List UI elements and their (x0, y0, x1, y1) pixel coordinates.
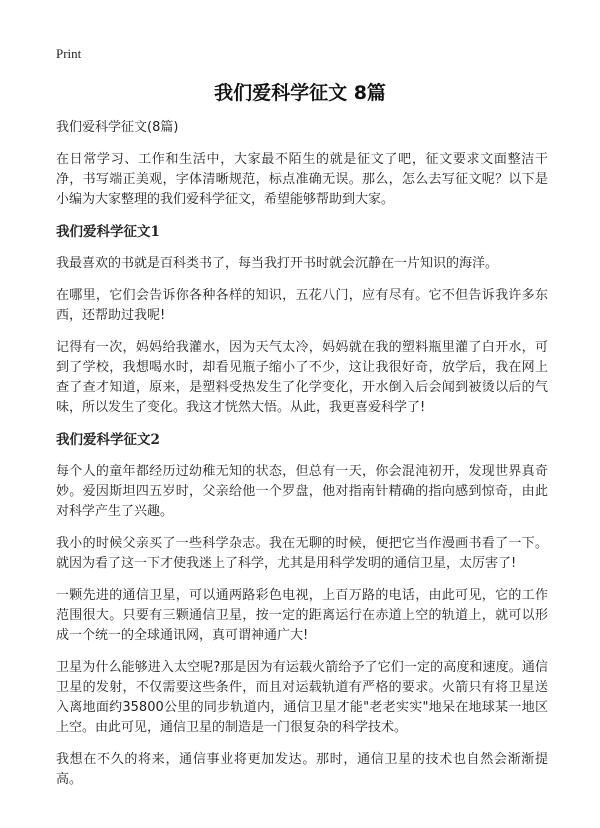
document-subtitle: 我们爱科学征文(8篇) (56, 120, 179, 135)
paragraph: 卫星为什么能够进入太空呢?那是因为有运载火箭给予了它们一定的高度和速度。通信卫星的发射，不仅需要这些条件，而且对运载轨道有严格的要求。火箭只有将卫星送入离地面约35800公里的同步轨道内，通信卫星才能"老老实实"地呆在地球某一地区上空。由此可见，通信卫星的制造是一门很复杂的科学技术。 (56, 660, 548, 735)
print-link[interactable]: Print (56, 46, 82, 61)
paragraph: 记得有一次，妈妈给我灌水，因为天气太冷，妈妈就在我的塑料瓶里灌了白开水，可到了学校，我想喝水时，却看见瓶子缩小了不少，这让我很好奇，放学后，我在网上查了查才知道，原来，是塑料受热发生了化学变化，开水倒入后会闻到被烫以后的气味，所以发生了变化。我这才恍然大悟。从此，我更喜爱科学了! (56, 340, 548, 415)
document-title: 我们爱科学征文 8篇 (214, 82, 386, 104)
paragraph: 我最喜欢的书就是百科类书了，每当我打开书时就会沉静在一片知识的海洋。 (56, 256, 499, 271)
paragraph: 我想在不久的将来，通信事业将更加发达。那时，通信卫星的技术也自然会渐渐提高。 (56, 752, 548, 787)
section-heading: 我们爱科学征文1 (56, 224, 160, 240)
document-body (56, 118, 548, 802)
paragraph: 我小的时候父亲买了一些科学杂志。我在无聊的时候，便把它当作漫画书看了一下。就因为看了这一下才使我迷上了科学，尤其是用科学发明的通信卫星，太厉害了! (56, 536, 548, 571)
intro-paragraph: 在日常学习、工作和生活中，大家最不陌生的就是征文了吧，征文要求文面整洁干净，书写端正美观，字体清晰规范，标点准确无误。那么，怎么去写征文呢？以下是小编为大家整理的我们爱科学征文，希望能够帮助到大家。 (56, 152, 548, 207)
paragraph: 在哪里，它们会告诉你各种各样的知识，五花八门，应有尽有。它不但告诉我许多东西，还帮助过我呢! (56, 288, 548, 323)
paragraph: 一颗先进的通信卫星，可以通两路彩色电视，上百万路的电话，由此可见，它的工作范围很大。只要有三颗通信卫星，按一定的距离运行在赤道上空的轨道上，就可以形成一个统一的全球通讯网，真可谓神通广大! (56, 588, 548, 643)
paragraph: 每个人的童年都经历过幼稚无知的状态，但总有一天，你会混沌初开，发现世界真奇妙。爱因斯坦四五岁时，父亲给他一个罗盘，他对指南针精确的指向感到惊奇，由此对科学产生了兴趣。 (56, 464, 548, 519)
section-heading: 我们爱科学征文2 (56, 432, 160, 448)
